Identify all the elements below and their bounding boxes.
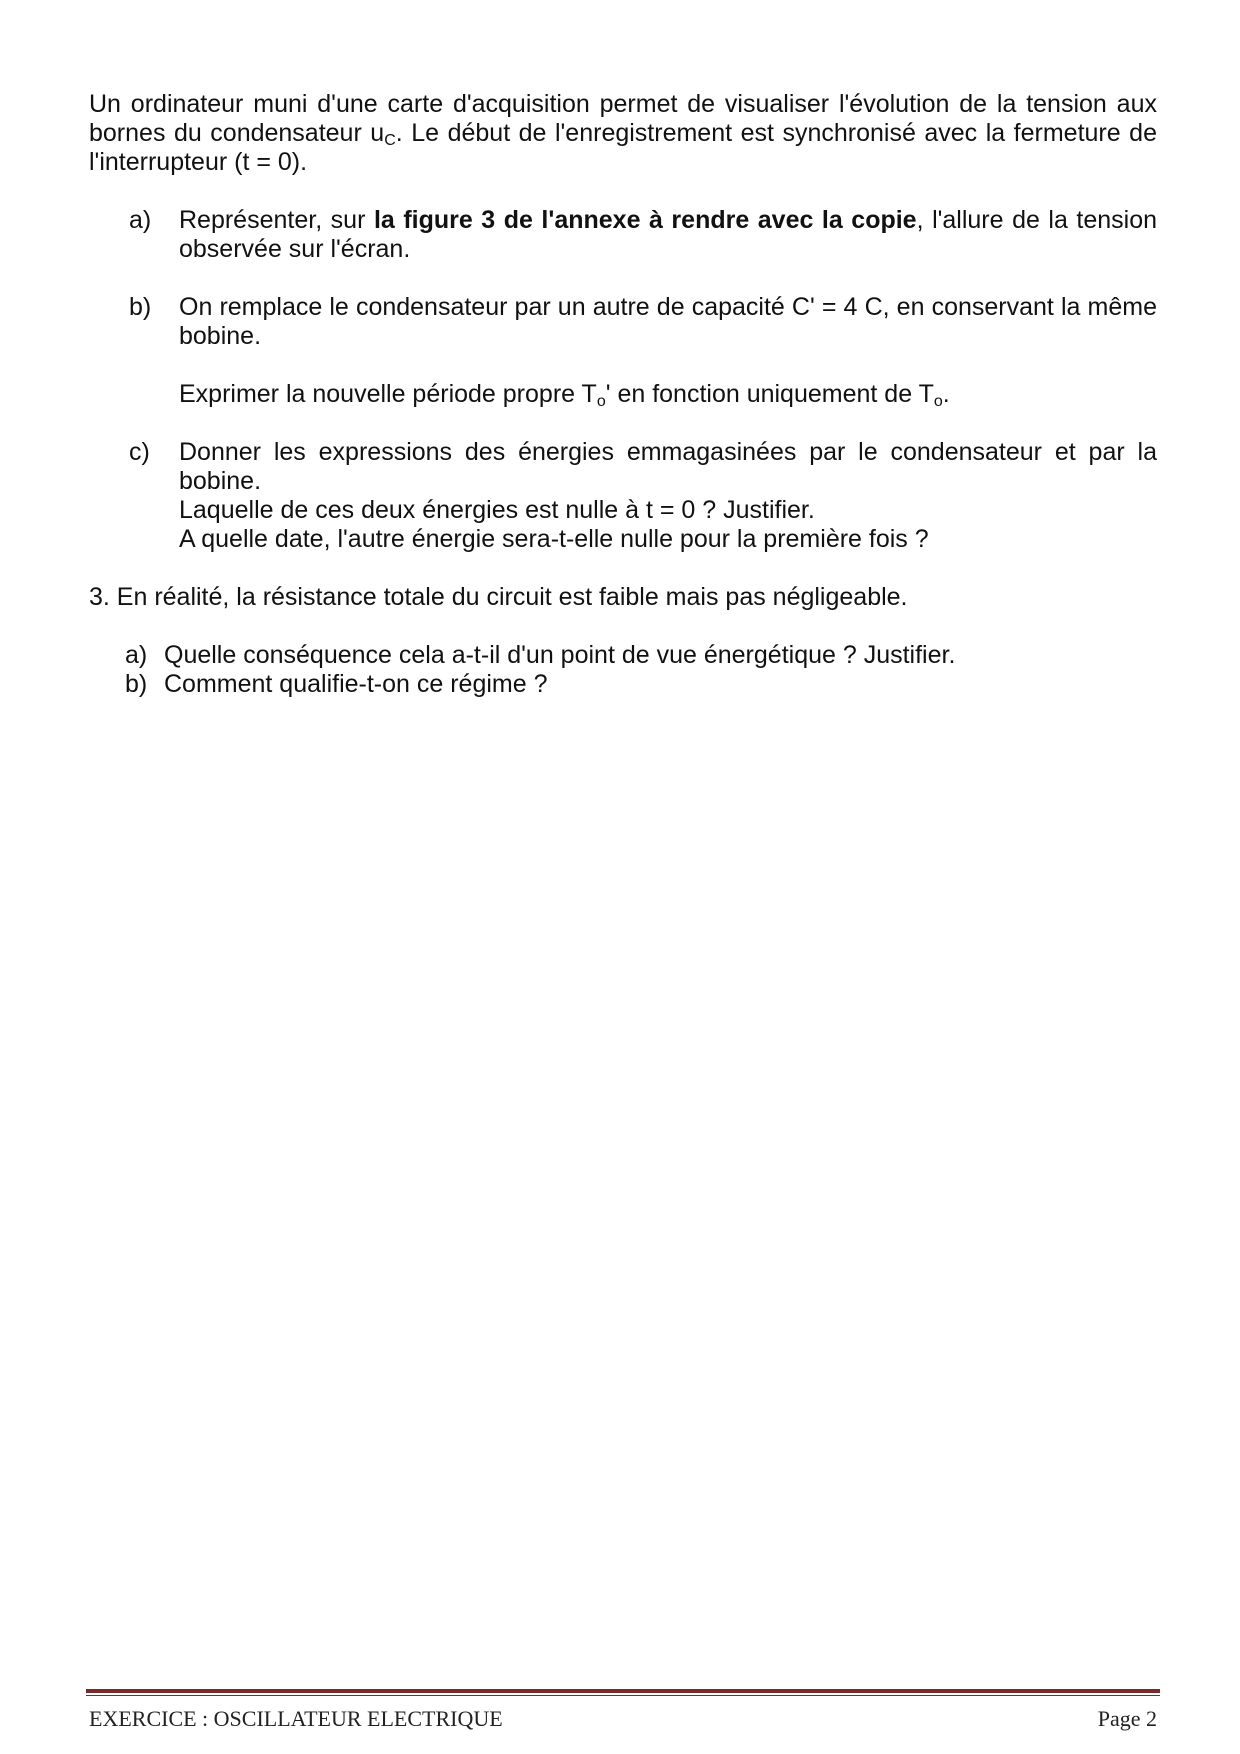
- intro-paragraph: Un ordinateur muni d'une carte d'acquisition permet de visualiser l'évolution de la tension aux bornes du condensateur $u_C$. Le début de l'enregistrement est synchronisé avec la fermeture de l'interrupteur (t = 0).: [89, 90, 1157, 176]
- marker-b: b): [129, 293, 152, 321]
- footer-rule-thick: [86, 1689, 1160, 1693]
- page-number: Page 2: [1097, 1706, 1157, 1731]
- question-3a: a) Quelle conséquence cela a-t-il d'un point de vue énergétique ? Justifier.: [125, 641, 956, 669]
- footer-title: EXERCICE : OSCILLATEUR ELECTRIQUE: [89, 1706, 503, 1731]
- question-3b: b) Comment qualifie-t-on ce régime ?: [125, 670, 548, 698]
- question-2a: a) Représenter, sur la figure 3 de l'annexe à rendre avec la copie, l'allure de la tension observée sur l'écran.: [129, 206, 1158, 263]
- footer-rule: [86, 1689, 1160, 1696]
- footer-rule-thin: [86, 1695, 1160, 1696]
- period-question: Exprimer la nouvelle période propre $T_o'$ en fonction uniquement de $T_o$.: [179, 380, 950, 410]
- question-2b: b) On remplace le condensateur par un autre de capacité C' = 4 C, en conservant la même bobine. Exprimer la nouvelle période propre $T_o'$ en fonction uniquement de $T_o$.: [129, 293, 1157, 410]
- question-3-heading: 3. En réalité, la résistance totale du circuit est faible mais pas négligeable.: [89, 583, 908, 611]
- bold-instruction: la figure 3 de l'annexe à rendre avec la copie: [373, 206, 917, 234]
- question-2c: c) Donner les expressions des énergies emmagasinées par le condensateur et par la bobine. Laquelle de ces deux énergies est nulle à t = 0 ? Justifier. A quelle date, l'autre énergie sera-t-elle nulle pour la première fois ?: [129, 438, 1157, 553]
- marker-c: c): [129, 438, 150, 466]
- marker-a: a): [129, 206, 152, 234]
- subscript-c: C: [384, 132, 396, 149]
- page-content: [89, 90, 1157, 699]
